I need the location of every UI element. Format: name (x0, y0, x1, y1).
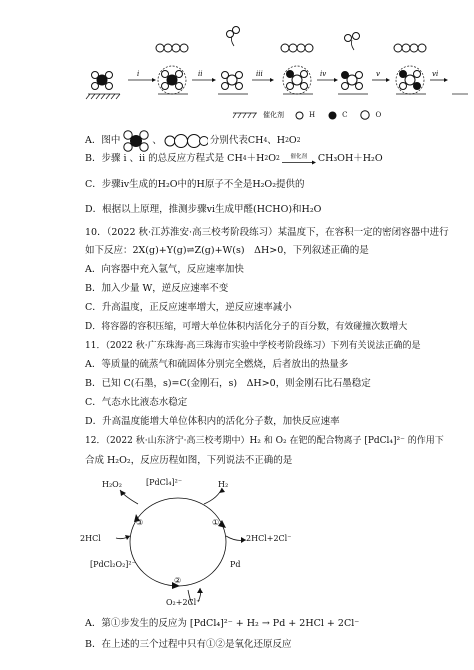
molecule-group-5 (338, 33, 368, 95)
carbon-ball-icon (328, 111, 337, 120)
reaction-cycle-figure (80, 476, 310, 612)
reaction-steps-figure (80, 6, 470, 104)
step-label-iv: iv (320, 70, 327, 78)
hydrogen-peroxide-model-icon (164, 132, 208, 150)
q11-option-c: C．气态水比液态水稳定 (85, 397, 188, 408)
cycle-step1: ① (212, 518, 220, 527)
q11-option-b: B．已知 C(石墨，s)=C(金刚石，s) ΔH>0，则金刚石比石墨稳定 (85, 378, 371, 389)
cycle-o2: O₂+2Cl⁻ (166, 598, 201, 607)
q9-option-d: D．根据以上原理，推测步骤vi生成甲醛(HCHO)和H₂O (85, 204, 322, 215)
cycle-h2: H₂ (218, 480, 229, 489)
molecule-group-6 (394, 44, 426, 94)
q10-option-b: B．加入少量 W，逆反应速率不变 (85, 283, 229, 294)
step-label-iii: iii (256, 70, 263, 78)
step-label-vi: vi (432, 70, 439, 78)
q9-option-b: B．步骤 i 、ii 的总反应方程式是 CH 4 ＋H 2 O 2 催化剂 CH₃OH＋H₂O (85, 153, 383, 165)
oxygen-ball-icon (360, 110, 370, 120)
methane-molecule-1 (92, 72, 113, 90)
step-label-v: v (376, 70, 380, 78)
catalyst-note: 催化剂 (290, 154, 308, 160)
step-label-ii: ii (198, 70, 203, 78)
q11-option-a: A．等质量的硫蒸气和硫固体分别完全燃烧，后者放出的热量多 (85, 359, 349, 370)
legend-o: O (375, 110, 382, 119)
q10-option-a: A．向容器中充入氩气，反应速率加快 (85, 264, 244, 275)
step-label-i: i (137, 70, 140, 78)
q11-stem: 11．（2022 秋·广东珠海·高三珠海市实验中学校考阶段练习）下列有关说法正确的是 (85, 341, 421, 351)
cycle-pdo2: [PdCl₂O₂]²⁻ (90, 560, 136, 569)
q12-stem-line1: 12．（2022 秋·山东济宁·高三校考期中）H₂ 和 O₂ 在钯的配合物离子 [PdCl₄]²⁻ 的作用下 (85, 436, 444, 446)
q12-option-a: A．第①步发生的反应为 [PdCl₄]²⁻ + H₂ → Pd + 2HCl + 2Cl⁻ (85, 618, 360, 629)
cycle-2hcl-right: 2HCl+2Cl⁻ (246, 534, 292, 543)
q9-option-c: C．步骤iv生成的H₂O中的H原子不全是H₂O₂提供的 (85, 179, 305, 190)
cycle-step3: ③ (136, 518, 144, 527)
q11-option-d: D．升高温度能增大单位体积内的活化分子数，加快反应速率 (85, 416, 340, 427)
q12-option-b: B．在上述的三个过程中只有①②是氧化还原反应 (85, 639, 292, 650)
legend-c: C (342, 110, 348, 119)
q12-stem-line2: 合成 H₂O₂，反应历程如图，下列说法不正确的是 (85, 455, 293, 466)
cycle-step2: ② (174, 576, 182, 585)
molecule-group-3 (218, 27, 248, 95)
cycle-2hcl-left: 2HCl (80, 534, 101, 543)
cycle-h2o2: H₂O₂ (102, 480, 122, 489)
catalyst-surface-1 (86, 94, 120, 99)
molecule-group-4 (281, 44, 313, 94)
q10-option-c: C．升高温度，正反应速率增大，逆反应速率减小 (85, 302, 292, 313)
molecule-group-2 (156, 44, 188, 94)
hydrogen-ball-icon (295, 111, 304, 120)
q10-stem-line2: 如下反应：2X(g)+Y(g)⇌Z(g)+W(s) ΔH>0，下列叙述正确的是 (85, 245, 369, 256)
cycle-pdcl4: [PdCl₄]²⁻ (146, 478, 183, 487)
legend-h: H (309, 110, 316, 119)
q10-option-d: D．将容器的容积压缩，可增大单位体积内活化分子的百分数，有效碰撞次数增大 (85, 322, 408, 332)
legend-catalyst: 催化剂 (263, 110, 284, 119)
methane-model-icon (122, 130, 150, 152)
figure-legend (232, 110, 381, 120)
catalyst-legend-icon (232, 111, 258, 120)
q9-option-a: A．图中 、 分别代表CH 4 、H 2 O 2 (85, 130, 301, 152)
q10-stem-line1: 10．（2022 秋·江苏淮安·高三校考阶段练习）某温度下，在容积一定的密闭容器中进行 (85, 227, 449, 238)
cycle-pd: Pd (230, 560, 241, 569)
